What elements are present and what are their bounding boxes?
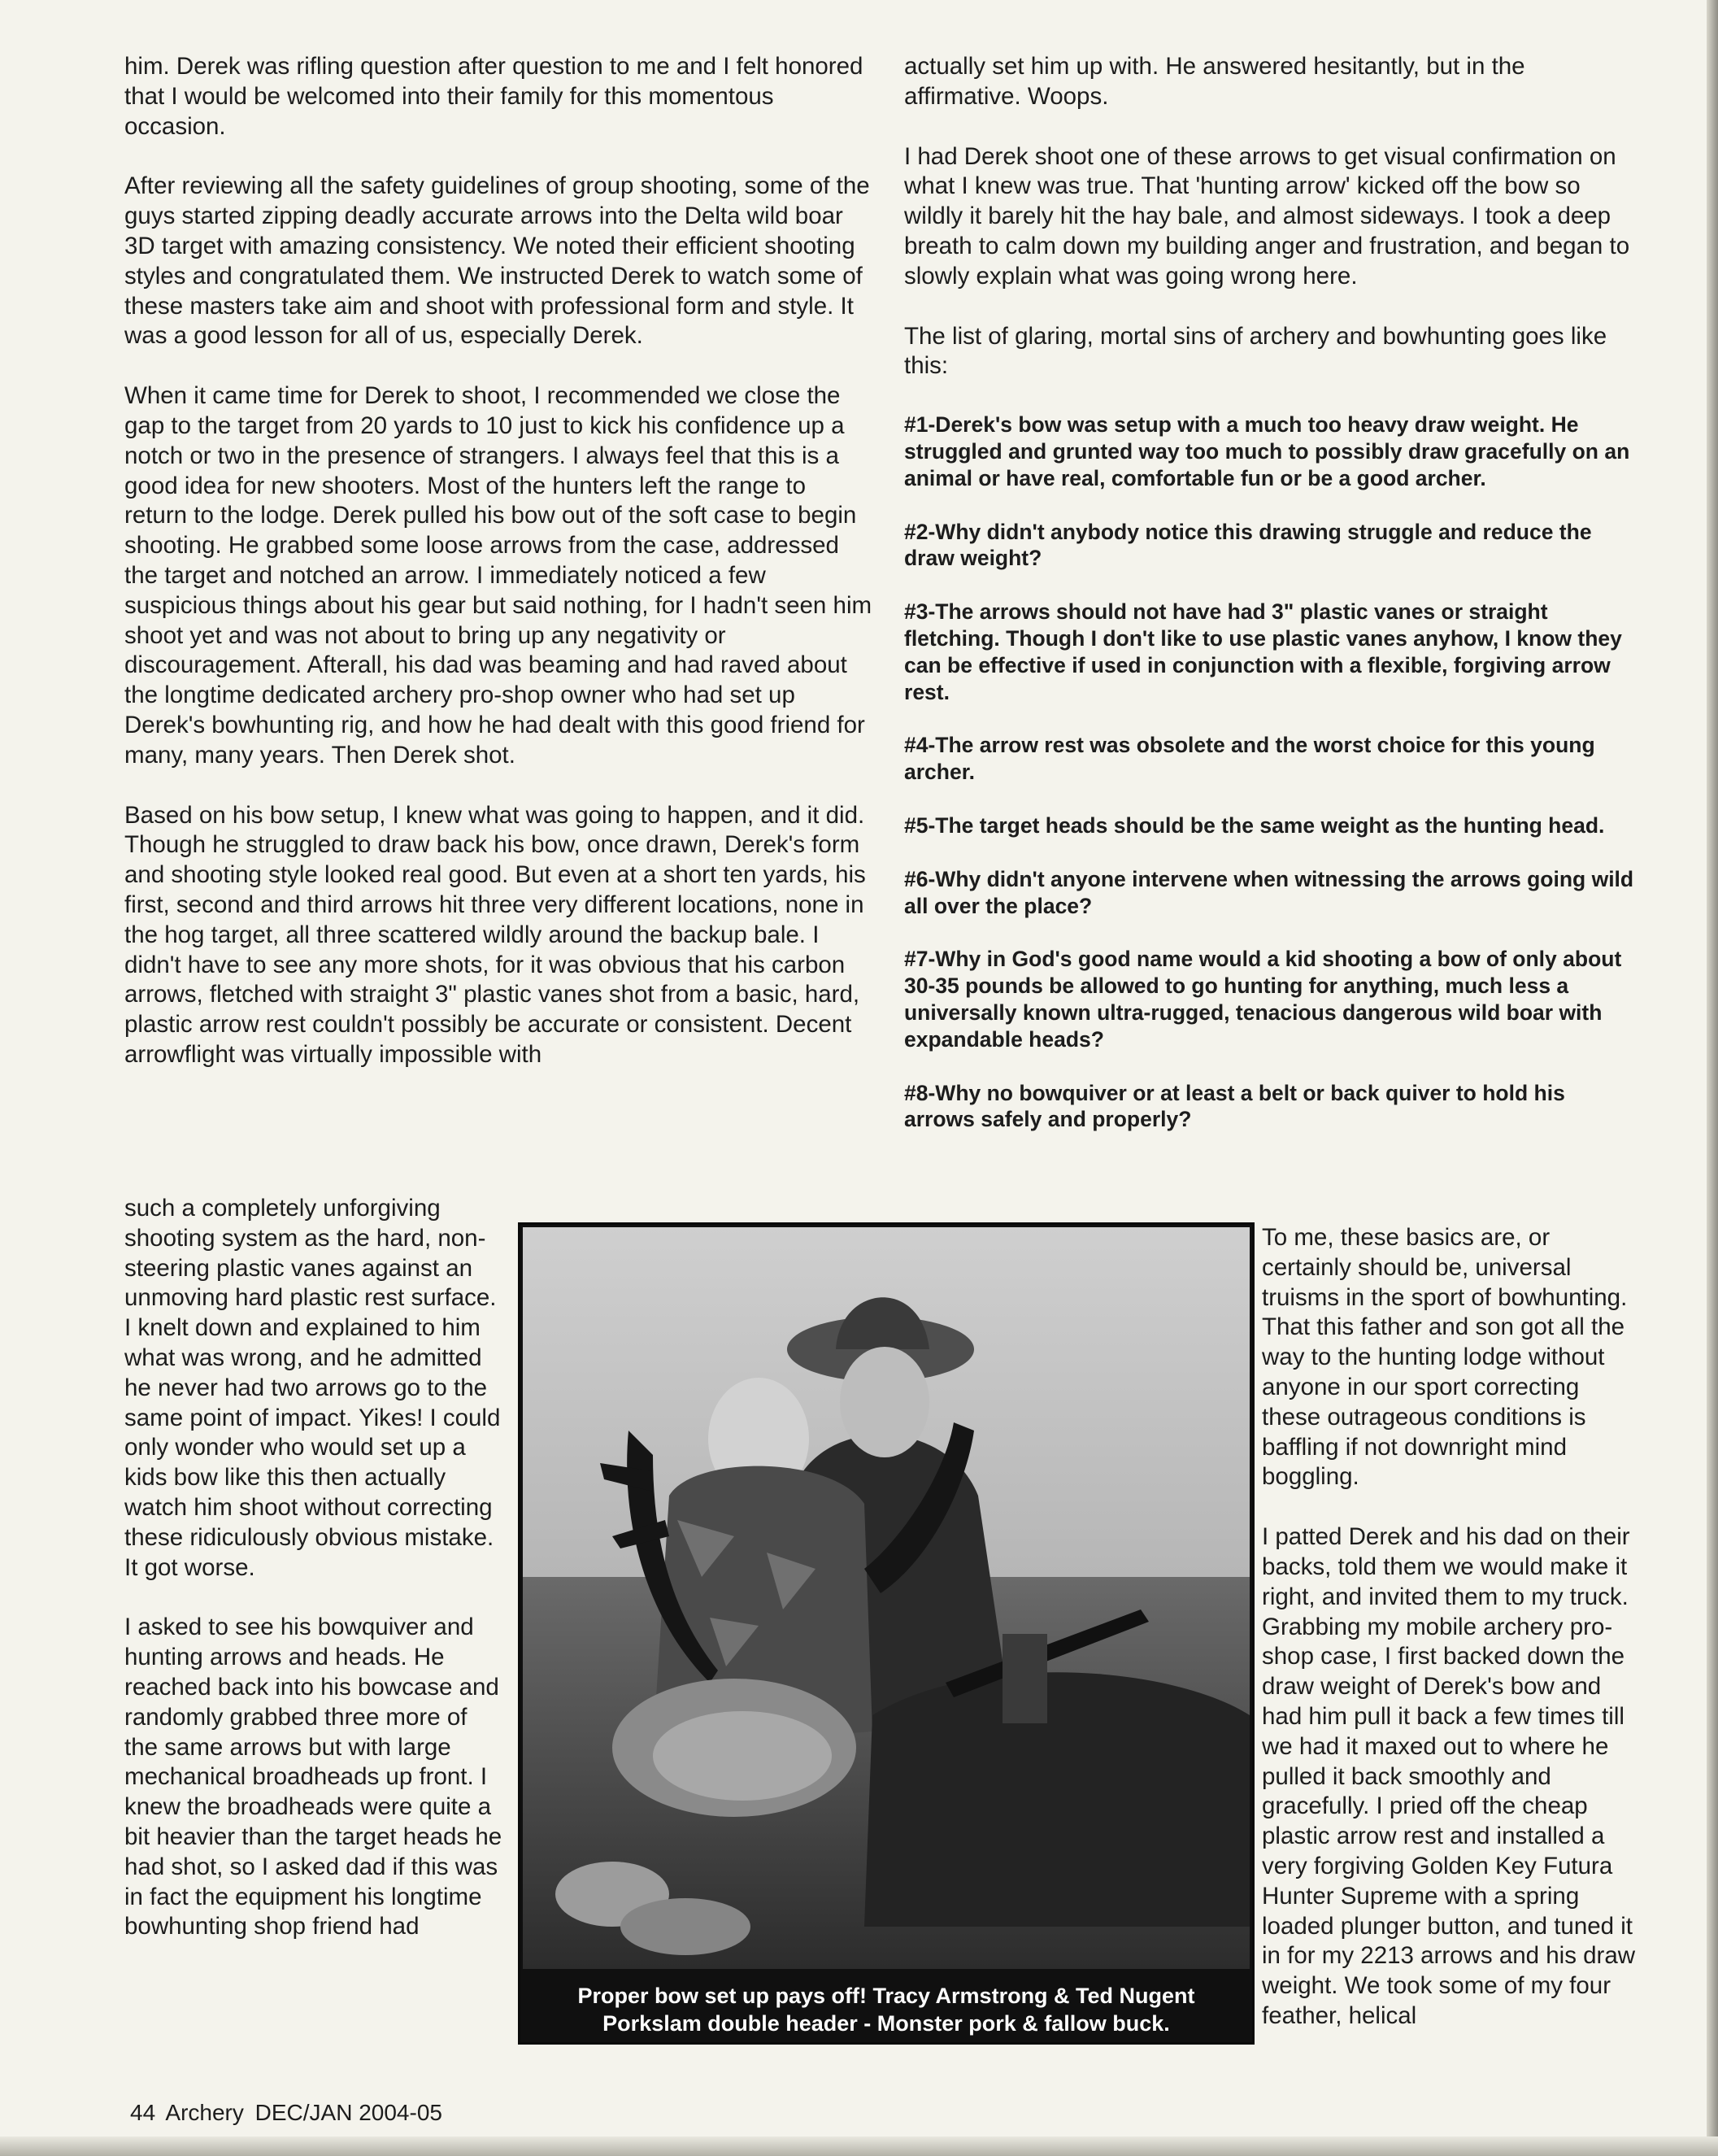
paragraph: Based on his bow setup, I knew what was going to happen, and it did. Though he struggled to draw back his bow, once drawn, Derek's form and shooting style looked real good. But even at a short ten yards, his first, second and third arrows hit three very different locations, none in the hog target, all three scattered wildly around the backup bale. I didn't have to see any more shots, for it was obvious that his carbon arrows, fletched with straight 3" plastic vanes shot from a basic, hard, plastic arrow rest couldn't possibly be accurate or consistent. Decent arrowflight was virtually impossible with [124, 801, 866, 1068]
paragraph: The list of glaring, mortal sins of archery and bowhunting goes like this: [904, 322, 1607, 380]
page-edge-shadow [1707, 0, 1718, 2156]
sin-item: #3-The arrows should not have had 3" plastic vanes or straight fletching. Though I don't like to use plastic vanes anyhow, I know they can be effective if used in conjunction with a flexible, forgiving arrow rest. [904, 599, 1622, 704]
paragraph: him. Derek was rifling question after question to me and I felt honored that I would be welcomed into their family for this momentous occasion. [124, 53, 863, 140]
paragraph: After reviewing all the safety guidelines of group shooting, some of the guys started zipping deadly accurate arrows into the Delta wild boar 3D target with amazing consistency. We noted their efficient shooting styles and congratulated them. We instructed Derek to watch some of these masters take aim and shoot with professional form and style. It was a good lesson for all of us, especially Derek. [124, 172, 870, 350]
sin-item: #8-Why no bowquiver or at least a belt or back quiver to hold his arrows safely and properly? [904, 1080, 1565, 1132]
magazine-name: Archery [165, 2100, 244, 2125]
caption-line: Proper bow set up pays off! Tracy Armstrong & Ted Nugent [577, 1984, 1195, 2008]
sin-item: #2-Why didn't anybody notice this drawing struggle and reduce the draw weight? [904, 519, 1592, 571]
right-narrow-column [1262, 1223, 1640, 2062]
hunting-photo [518, 1222, 1255, 2045]
paragraph: I had Derek shoot one of these arrows to get visual confirmation on what I knew was true. That 'hunting arrow' kicked off the bow so wildly it barely hit the hay bale, and almost sideways. I took a deep breath to calm down my building anger and frustration, and began to slowly explain what was going wrong here. [904, 142, 1630, 290]
sin-item: #6-Why didn't anyone intervene when witnessing the arrows going wild all over the place? [904, 866, 1634, 918]
paragraph: When it came time for Derek to shoot, I recommended we close the gap to the target from 20 yards to 10 just to kick his confidence up a notch or two in the presence of strangers. I always feel that this is a good idea for new shooters. Most of the hunters left the range to return to the lodge. Derek pulled his bow out of the soft case to begin shooting. He grabbed some loose arrows from the case, addressed the target and notched an arrow. I immediately noticed a few suspicious things about his gear but said nothing, for I hadn't seen him shoot yet and was not about to bring up any negativity or discouragement. Afterall, his dad was beaming and had raved about the longtime dedicated archery pro-shop owner who had set up Derek's bowhunting rig, and how he had dealt with this good friend for many, many years. Then Derek shot. [124, 382, 872, 769]
left-narrow-column [124, 1194, 507, 1972]
paragraph: I asked to see his bowquiver and hunting arrows and heads. He reached back into his bowcase and randomly grabbed three more of the same arrows but with large mechanical broadheads up front. I knew the broadheads were quite a bit heavier than the target heads he had shot, so I asked dad if this was in fact the equipment his longtime bowhunting shop friend had [124, 1614, 502, 1940]
paragraph: such a completely unforgiving shooting system as the hard, non-steering plastic vanes against an unmoving hard plastic rest surface. I knelt down and explained to him what was wrong, and he admitted he never had two arrows go to the same point of impact. Yikes! I could only wonder who would set up a kids bow like this then actually watch him shoot without correcting these ridiculously obvious mistake. It got worse. [124, 1195, 501, 1581]
sin-item: #4-The arrow rest was obsolete and the worst choice for this young archer. [904, 733, 1595, 785]
paragraph: To me, these basics are, or certainly should be, universal truisms in the sport of bowhunting. That this father and son got all the way to the hunting lodge without anyone in our sport correcting these outrageous conditions is baffling if not downright mind boggling. [1262, 1224, 1628, 1491]
issue-date: DEC/JAN 2004-05 [254, 2100, 442, 2125]
caption-line: Porkslam double header - Monster pork & fallow buck. [602, 2011, 1170, 2036]
photo-image [523, 1227, 1250, 1969]
sins-list [904, 412, 1640, 1133]
page-number: 44 [130, 2100, 156, 2125]
sin-item: #7-Why in God's good name would a kid shooting a bow of only about 30-35 pounds be allowed to go hunting for anything, much less a universally known ultra-rugged, tenacious dangerous wild boar with expandable heads? [904, 947, 1622, 1052]
page-bottom-edge [0, 2136, 1718, 2156]
page-footer [130, 2100, 447, 2126]
sin-item: #1-Derek's bow was setup with a much too heavy draw weight. He struggled and grunted way too much to possibly draw gracefully on an animal or have real, comfortable fun or be a good archer. [904, 412, 1630, 490]
left-column [124, 52, 872, 1100]
paragraph: I patted Derek and his dad on their backs, told them we would make it right, and invited them to my truck. Grabbing my mobile archery pro-shop case, I first backed down the draw weight of Derek's bow and had him pull it back a few times till we had it maxed out to where he pulled it back smoothly and gracefully. I pried off the cheap plastic arrow rest and installed a very forgiving Golden Key Futura Hunter Supreme with a spring loaded plunger button, and tuned it in for my 2213 arrows and his draw weight. We took some of my four feather, helical [1262, 1523, 1636, 2029]
paragraph: actually set him up with. He answered hesitantly, but in the affirmative. Woops. [904, 53, 1525, 110]
photo-caption [520, 1982, 1252, 2037]
sin-item: #5-The target heads should be the same weight as the hunting head. [904, 812, 1605, 838]
right-column [904, 52, 1640, 1160]
